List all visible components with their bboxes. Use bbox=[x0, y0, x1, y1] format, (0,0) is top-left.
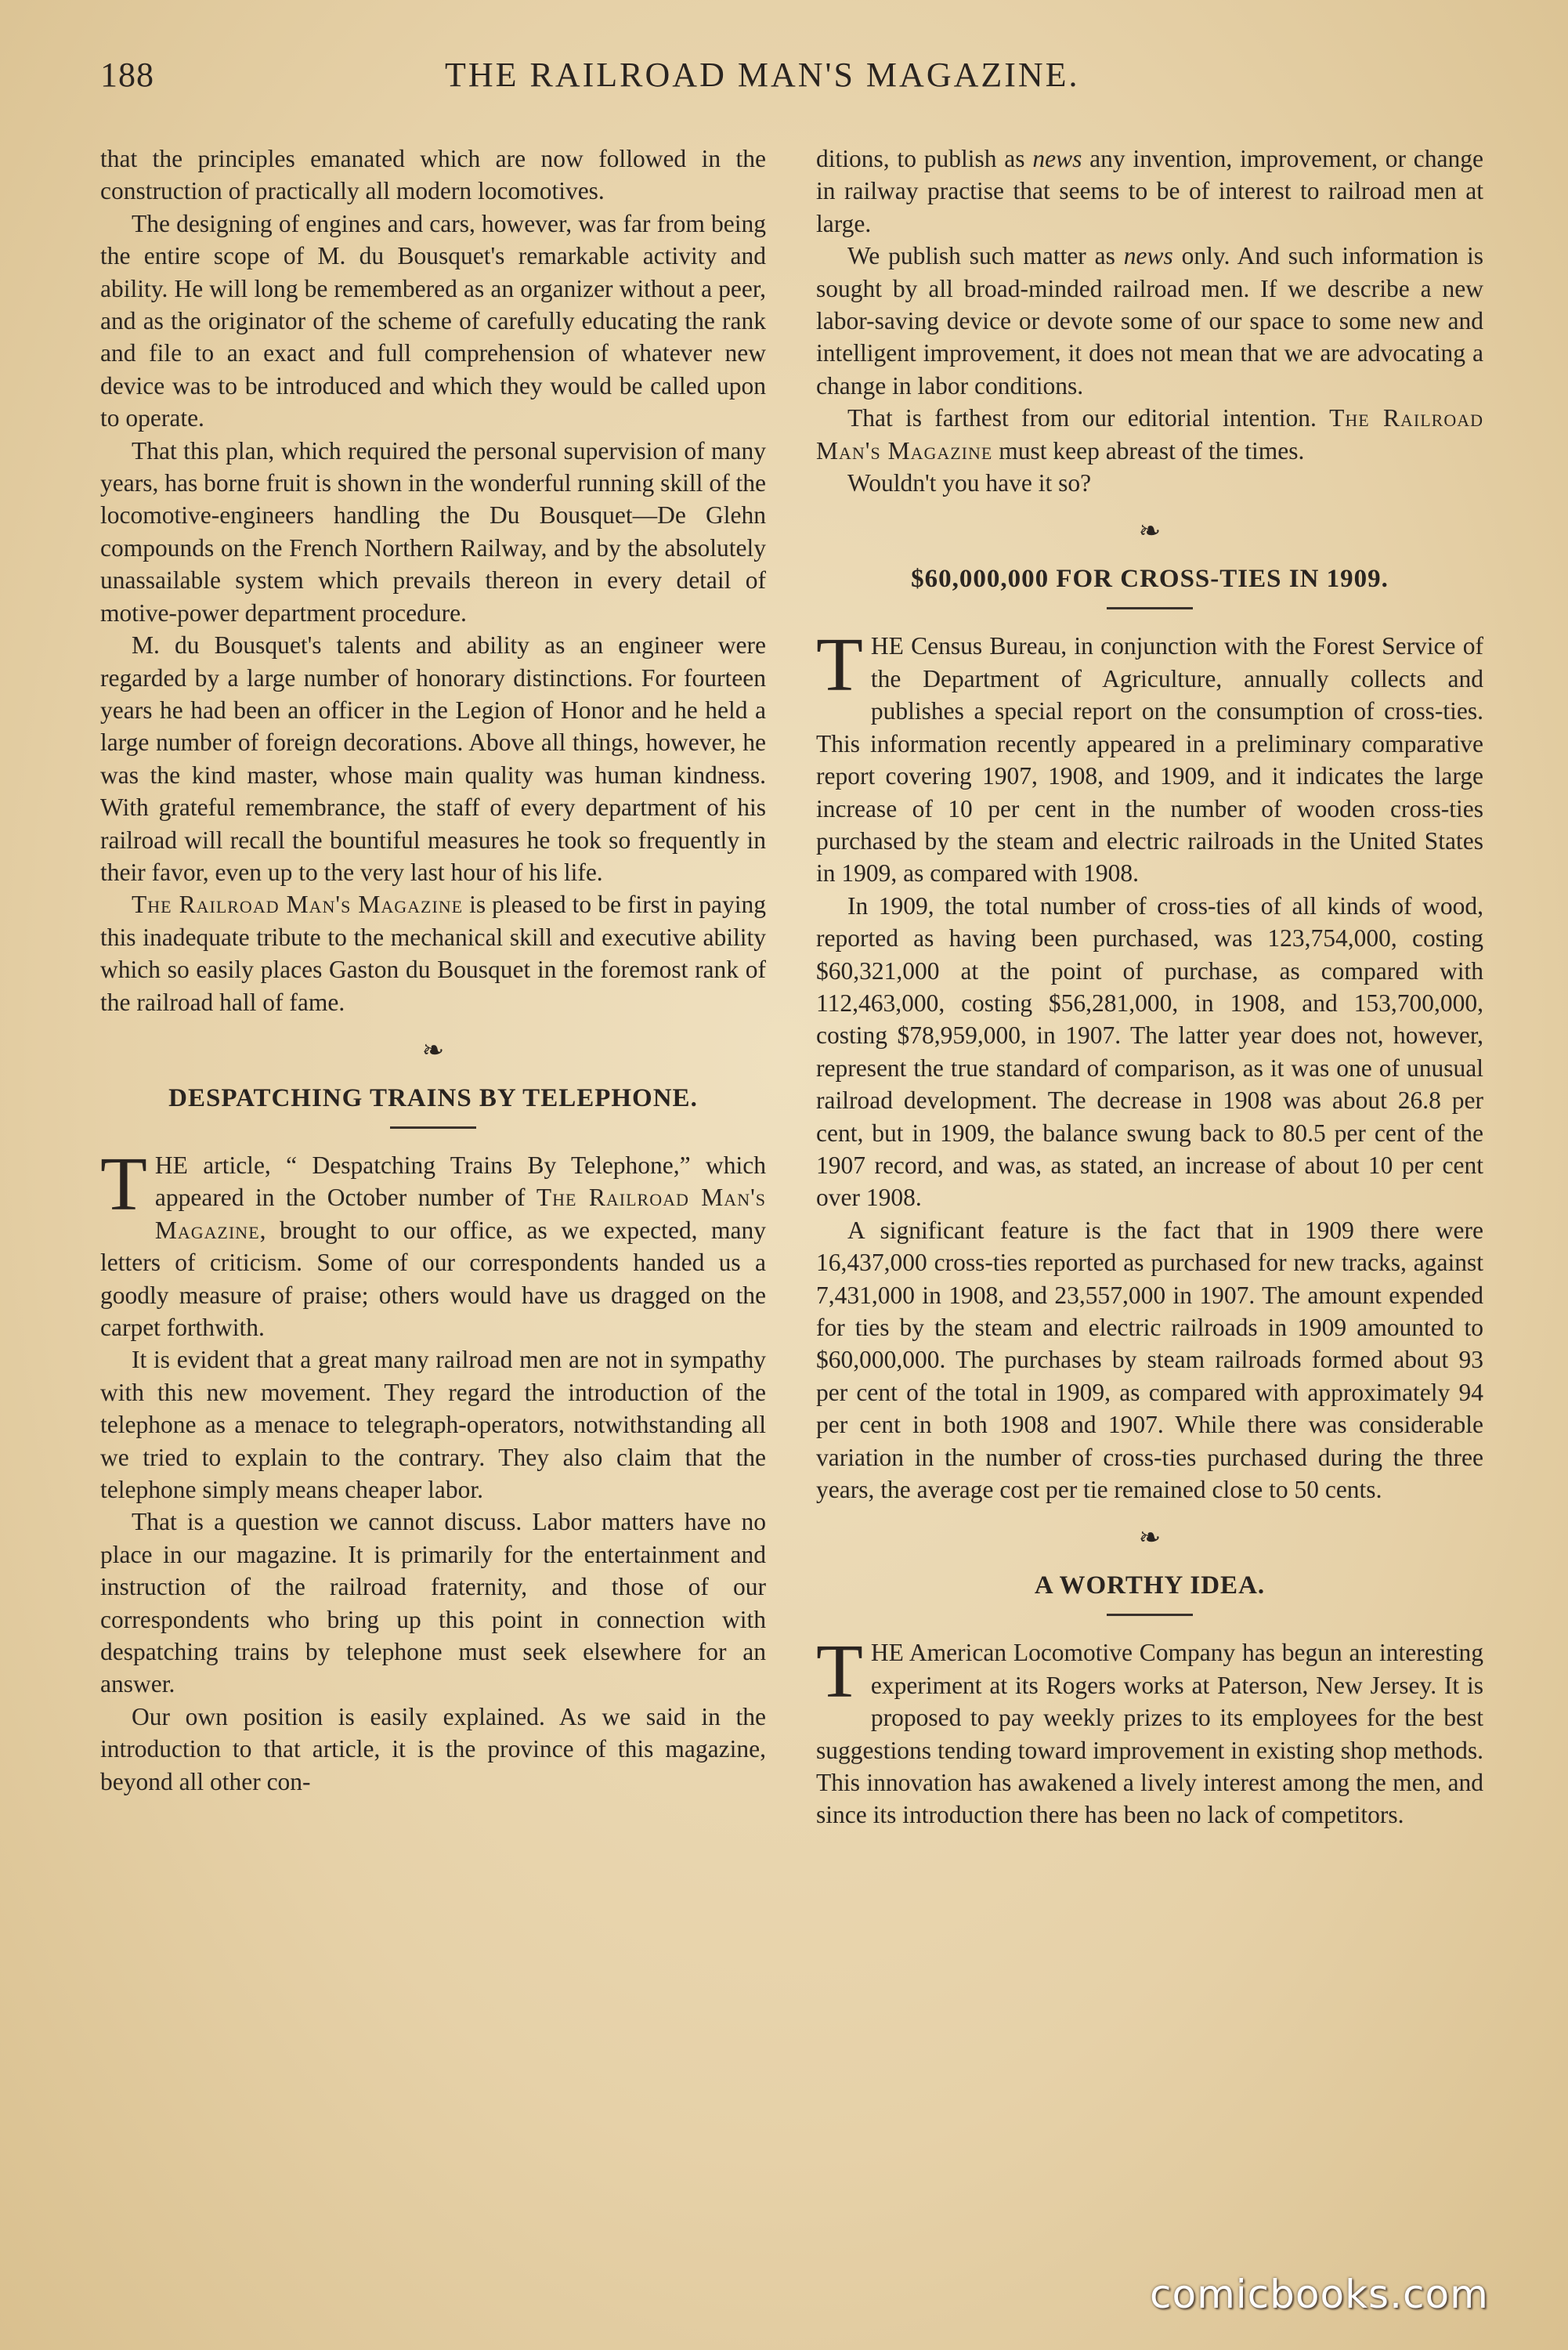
emphasis: news bbox=[1032, 145, 1082, 172]
ornament-icon: ❧ bbox=[1138, 1524, 1162, 1553]
section-intro-paragraph bbox=[100, 1141, 766, 1343]
paragraph: The designing of engines and cars, however, was far from being the entire scope of M. du Bousquet's remarkable activity and ability. He will long be remembered as an organizer without a peer, and as the originator of the scheme of carefully educating the rank and file to an exact and full comprehension of whatever new device was to be introduced and which they would be called upon to operate. bbox=[100, 209, 766, 432]
text-run: only. And such information is sought by all broad-minded railroad men. If we describe a new labor-saving device or devote some of our space to some new and intelligent improvement, it does not mean that we are advocating a change in labor conditions. bbox=[816, 242, 1484, 400]
heading-rule bbox=[390, 1126, 476, 1129]
right-column bbox=[816, 143, 1483, 1831]
page-number: 188 bbox=[100, 56, 154, 94]
page-header bbox=[100, 55, 1142, 110]
section-heading: DESPATCHING TRAINS BY TELEPHONE. bbox=[168, 1083, 698, 1112]
paragraph: That this plan, which required the personal supervision of many years, has borne fruit is shown in the wonderful running skill of the locomotive-engineers handling the Du Bousquet—De Glehn compounds on the French Northern Railway, and by the absolutely unassailable system which prevails thereon in every detail of motive-power department procedure. bbox=[100, 436, 766, 627]
intro-text: HE American Locomotive Company has begun an interesting experiment at its Rogers works at Paterson, New Jersey. It is proposed to pay weekly prizes to its employees for the best suggestions tending toward improvement in existing shop methods. This innovation has awakened a lively interest among the men, and since its introduction there has been no lack of competitors. bbox=[816, 1639, 1483, 1829]
paragraph bbox=[816, 143, 1483, 240]
heading-rule bbox=[1107, 1614, 1193, 1616]
intro-text: , brought to our office, as we expected, many letters of criticism. Some of our correspondents handed us a goodly measure of praise; others would have us dragged on the carpet forthwith. bbox=[100, 1216, 766, 1341]
left-column bbox=[100, 143, 766, 1798]
text-run: must keep abreast of the times. bbox=[992, 436, 1305, 465]
running-title: THE RAILROAD MAN'S MAGAZINE. bbox=[445, 56, 1080, 94]
text-run: We publish such matter as bbox=[847, 242, 1124, 270]
section-heading: A WORTHY IDEA. bbox=[1034, 1571, 1266, 1600]
text-run: ditions, to publish as bbox=[816, 145, 1033, 172]
paragraph: It is evident that a great many railroad men are not in sympathy with this new movement. They regard the introduction of the telephone as a menace to telegraph-operators, notwithstanding all we tried to explain to the contrary. They also claim that the telephone simply means cheaper labor. bbox=[100, 1346, 766, 1504]
paragraph: M. du Bousquet's talents and ability as an engineer were regarded by a large number of honorary distinctions. For fourteen years he had been an officer in the Legion of Honor and he held a large number of foreign decorations. Above all things, however, he was the kind master, whose main quality was human kindness. With grateful remembrance, the staff of every department of his railroad will recall the bountiful measures he took so frequently in their favor, even up to the very last hour of his life. bbox=[100, 631, 766, 886]
paragraph: that the principles emanated which are now followed in the construction of practically all modern locomotives. bbox=[100, 145, 766, 205]
paragraph: That is a question we cannot discuss. Labor matters have no place in our magazine. It is primarily for the entertainment and instruction of the railroad fraternity, and those of our correspondents who bring up this point in connection with despatching trains by telephone must seek elsewhere for an answer. bbox=[100, 1508, 766, 1698]
section-intro-paragraph bbox=[816, 1629, 1483, 1831]
intro-text: HE Census Bureau, in conjunction with the Forest Service of the Department of Agriculture, annually collects and publishes a special report on the consumption of cross-ties. This information recently appeared in a preliminary comparative report covering 1907, 1908, and 1909, and it indicates the large increase of 10 per cent in the number of wooden cross-ties purchased by the steam and electric railroads in the United States in 1909, as compared with 1908. bbox=[816, 632, 1483, 888]
ornament-icon: ❧ bbox=[421, 1036, 445, 1065]
magazine-name: The Railroad Man's Magazine bbox=[816, 404, 1483, 465]
magazine-name: The Railroad Man's Magazine bbox=[132, 891, 464, 919]
tribute-paragraph bbox=[100, 888, 766, 1018]
paragraph bbox=[816, 240, 1483, 402]
section-heading: $60,000,000 FOR CROSS-TIES IN 1909. bbox=[911, 565, 1389, 594]
paragraph bbox=[816, 402, 1483, 467]
watermark-logo: comicbooks.com bbox=[1150, 2272, 1489, 2317]
paragraph: In 1909, the total number of cross-ties of all kinds of wood, reported as having been purchased, was 123,754,000, costing $60,321,000 at the point of purchase, as compared with 112,463,000, costing $56,281,000, in 1908, and 153,700,000, costing $78,959,000, in 1907. The latter year does not, however, represent the true standard of comparison, as it was one of unusual railroad development. The decrease in 1908 was about 26.8 per cent, but in 1909, the balance swung back to 80.5 per cent of the 1907 record, and was, as stated, an increase of about 10 per cent over 1908. bbox=[816, 891, 1483, 1212]
section-intro-paragraph bbox=[816, 623, 1483, 889]
drop-cap: T bbox=[816, 1629, 863, 1715]
text-run: any invention, improvement, or change in railway practise that seems to be of interest to railroad men at large. bbox=[816, 145, 1483, 237]
tribute-text: is pleased to be first in paying this inadequate tribute to the mechanical skill and executive ability which so easily places Gaston du Bousquet in the foremost rank of the railroad hall of fame. bbox=[100, 891, 766, 1016]
ornament-icon: ❧ bbox=[1138, 517, 1162, 547]
paragraph: Our own position is easily explained. As we said in the introduction to that article, it is the province of this magazine, beyond all other con- bbox=[100, 1702, 766, 1795]
magazine-name: The Railroad Man's Magazine bbox=[154, 1184, 766, 1244]
paragraph: A significant feature is the fact that in 1909 there were 16,437,000 cross-ties reported as purchased for new tracks, against 7,431,000 in 1908, and 23,557,000 in 1907. The amount expended for ties by the steam and electric railroads in 1909 amounted to $60,000,000. The purchases by steam railroads formed about 93 per cent of the total in 1909, as compared with approximately 94 per cent in both 1908 and 1907. While there was considerable variation in the number of cross-ties purchased during the three years, the average cost per tie remained close to 50 cents. bbox=[816, 1216, 1483, 1504]
heading-rule bbox=[1107, 607, 1193, 609]
drop-cap: T bbox=[100, 1141, 147, 1227]
paragraph: Wouldn't you have it so? bbox=[847, 469, 1092, 497]
drop-cap: T bbox=[816, 623, 863, 708]
text-run: That is farthest from our editorial intention. bbox=[847, 404, 1330, 432]
emphasis: news bbox=[1123, 242, 1173, 270]
intro-text: HE article, “ Despatching Trains By Telephone,” which appeared in the October number of bbox=[154, 1151, 766, 1212]
